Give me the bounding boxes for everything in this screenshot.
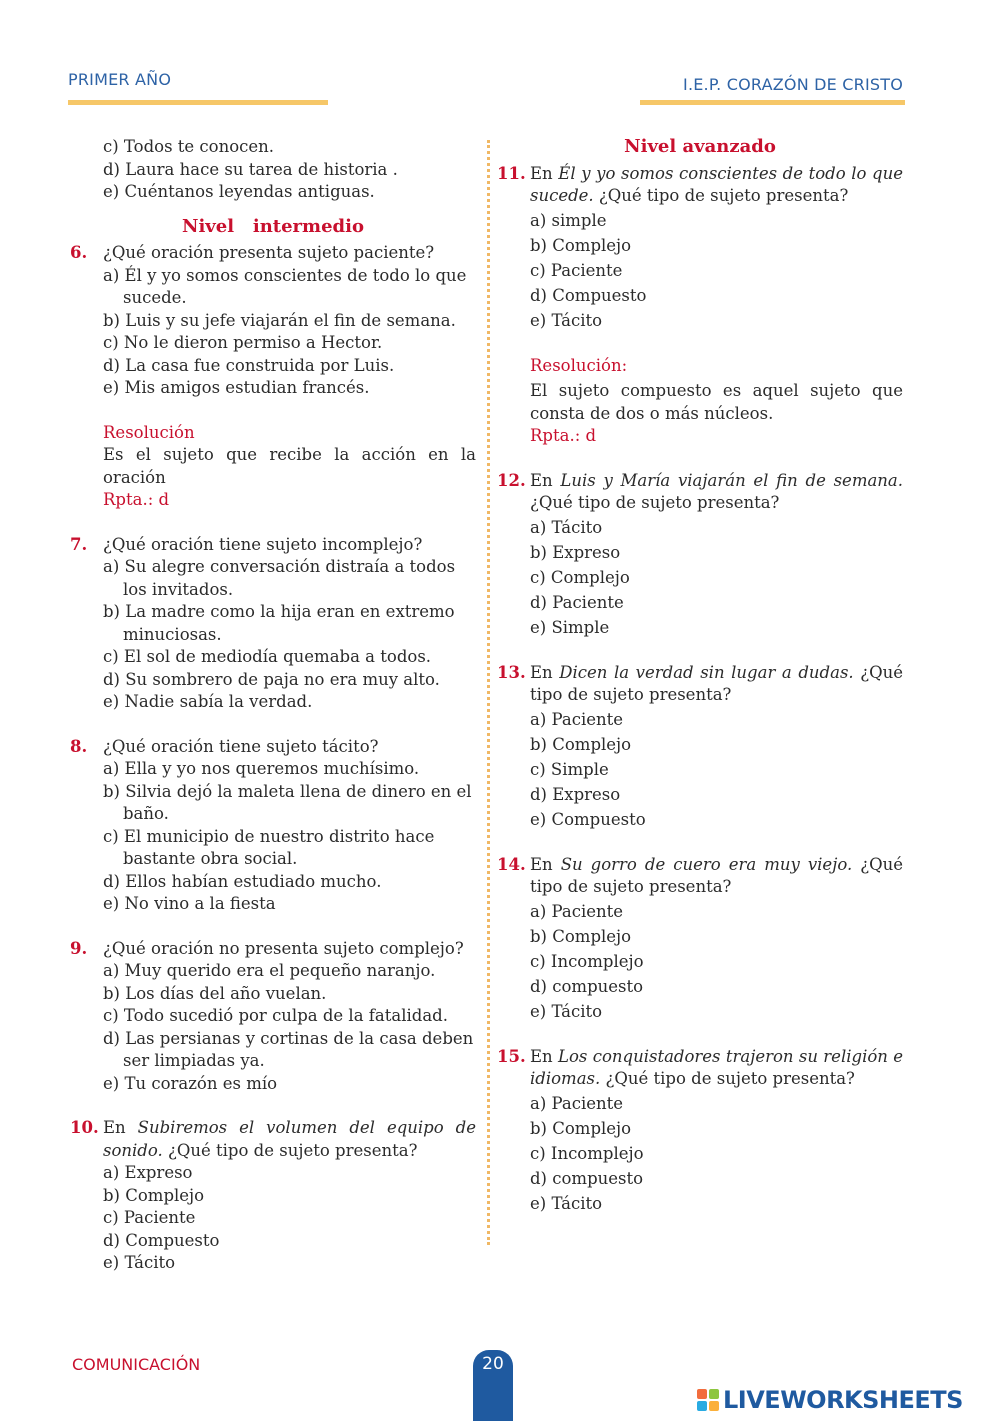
question-number: 14. (497, 854, 526, 874)
question-number: 11. (497, 163, 526, 183)
option: c) Paciente (103, 1208, 196, 1227)
option: c) Todo sucedió por culpa de la fatalidad. (103, 1006, 448, 1025)
option: e) No vino a la fiesta (103, 894, 276, 913)
question-text (103, 1117, 476, 1162)
option: a) simple (530, 210, 607, 230)
option: a) Muy querido era el pequeño naranjo. (103, 961, 436, 980)
question-text: ¿Qué oración no presenta sujeto complejo? (103, 938, 464, 958)
answer: Rpta.: d (530, 426, 597, 445)
question-sentence: Luis y María viajarán el fin de semana. (560, 470, 904, 490)
question-text (530, 1046, 903, 1091)
option: e) Mis amigos estudian francés. (103, 378, 370, 397)
intro-option: c) Todos te conocen. (103, 137, 275, 156)
option: a) Expreso (103, 1163, 193, 1182)
option: d) La casa fue construida por Luis. (103, 355, 395, 375)
option: a) Paciente (530, 709, 624, 729)
option: c) El sol de mediodía quemaba a todos. (103, 647, 432, 666)
question-number: 15. (497, 1046, 526, 1066)
liveworksheets-text: LIVEWORKSHEETS (723, 1386, 963, 1414)
question-14 (497, 854, 903, 899)
section-title-avanzado: Nivel avanzado (624, 136, 776, 157)
question-text (530, 470, 903, 515)
question-text: ¿Qué oración tiene sujeto tácito? (103, 736, 379, 756)
option: d) Paciente (530, 592, 624, 612)
question-number: 8. (70, 736, 88, 756)
question-sentence: Los conquistadores trajeron su religión e idiomas. (530, 1046, 903, 1088)
section-title-intermedio: Nivel intermedio (182, 215, 364, 237)
liveworksheets-brand[interactable] (697, 1386, 963, 1414)
liveworksheets-logo-icon (697, 1389, 719, 1411)
question-11 (497, 163, 903, 208)
question-15 (497, 1046, 903, 1091)
option: e) Nadie sabía la verdad. (103, 692, 313, 711)
question-sentence: Él y yo somos conscientes de todo lo que sucede. (530, 163, 904, 205)
option: c) Simple (530, 759, 609, 779)
option: d) Compuesto (530, 285, 647, 305)
question-6 (70, 242, 476, 265)
option: d) Compuesto (103, 1230, 220, 1250)
resolution-title: Resolución: (530, 355, 628, 375)
question-ask: ¿Qué tipo de sujeto presenta? (168, 1140, 418, 1160)
question-13 (497, 662, 903, 707)
option: a) Tácito (530, 517, 603, 537)
option: a) Él y yo somos conscientes de todo lo que sucede. (103, 265, 467, 307)
option: d) Expreso (530, 784, 621, 804)
question-ask: ¿Qué tipo de sujeto presenta? (605, 1069, 855, 1088)
question-9 (70, 938, 476, 961)
option: d) Ellos habían estudiado mucho. (103, 871, 382, 891)
question-prefix: En (103, 1118, 138, 1137)
question-text: ¿Qué oración presenta sujeto paciente? (103, 243, 435, 262)
option: c) Incomplejo (530, 951, 644, 971)
option: b) Silvia dejó la maleta llena de dinero en el baño. (103, 781, 472, 823)
resolution-text: El sujeto compuesto es aquel sujeto que consta de dos o más núcleos. (530, 381, 903, 423)
question-8 (70, 736, 476, 759)
question-10 (70, 1117, 476, 1162)
option: b) Expreso (530, 542, 621, 562)
option: a) Paciente (530, 1093, 624, 1113)
option: d) Las persianas y cortinas de la casa deben ser limpiadas ya. (103, 1028, 474, 1070)
right-column (497, 136, 903, 1216)
header-left-bar (68, 100, 328, 105)
option: b) Complejo (530, 734, 632, 754)
footer-subject: COMUNICACIÓN (72, 1355, 201, 1374)
option: d) Su sombrero de paja no era muy alto. (103, 669, 440, 689)
option: b) Los días del año vuelan. (103, 983, 327, 1003)
option: a) Ella y yo nos queremos muchísimo. (103, 759, 420, 778)
option: a) Paciente (530, 901, 624, 921)
option: d) compuesto (530, 976, 644, 996)
resolution-text: Es el sujeto que recibe la acción en la oración (103, 445, 476, 487)
question-sentence: Subiremos el volumen del equipo de sonido. (103, 1118, 476, 1160)
option: b) Luis y su jefe viajarán el fin de semana. (103, 310, 456, 330)
option: b) La madre como la hija eran en extremo minuciosas. (103, 602, 455, 644)
question-text: ¿Qué oración tiene sujeto incomplejo? (103, 534, 423, 554)
question-ask: ¿Qué tipo de sujeto presenta? (530, 493, 780, 512)
question-number: 6. (70, 243, 88, 262)
option: d) compuesto (530, 1168, 644, 1188)
option: e) Tácito (103, 1253, 176, 1272)
question-number: 13. (497, 662, 526, 682)
question-sentence: Dicen la verdad sin lugar a dudas. (559, 662, 854, 682)
option: e) Tácito (530, 310, 603, 330)
option: c) No le dieron permiso a Hector. (103, 333, 383, 352)
header-left-title: PRIMER AÑO (68, 70, 172, 89)
question-7 (70, 534, 476, 557)
question-12 (497, 470, 903, 515)
header-right-title: I.E.P. CORAZÓN DE CRISTO (683, 75, 903, 94)
question-prefix: En (530, 163, 559, 183)
question-number: 9. (70, 938, 88, 958)
intro-option: d) Laura hace su tarea de historia . (103, 159, 398, 179)
answer: Rpta.: d (103, 490, 170, 509)
option: e) Compuesto (530, 809, 646, 829)
question-text (530, 854, 903, 899)
option: c) El municipio de nuestro distrito hace bastante obra social. (103, 826, 435, 868)
option: e) Simple (530, 617, 610, 637)
header-right-bar (640, 100, 905, 105)
option: c) Paciente (530, 260, 623, 280)
column-divider (487, 140, 490, 1245)
question-ask: ¿Qué tipo de sujeto presenta? (598, 186, 849, 205)
question-ask: ¿Qué tipo de sujeto presenta? (530, 854, 904, 896)
question-number: 10. (70, 1118, 99, 1137)
option: b) Complejo (103, 1185, 205, 1205)
left-column (70, 136, 476, 1275)
question-number: 7. (70, 534, 88, 554)
option: b) Complejo (530, 926, 632, 946)
option: b) Complejo (530, 1118, 632, 1138)
option: c) Incomplejo (530, 1143, 644, 1163)
resolution-title: Resolución (103, 422, 195, 442)
intro-option: e) Cuéntanos leyendas antiguas. (103, 182, 375, 201)
question-text (530, 662, 903, 707)
question-sentence: Su gorro de cuero era muy viejo. (560, 854, 853, 874)
option: e) Tácito (530, 1001, 603, 1021)
option: e) Tu corazón es mío (103, 1073, 278, 1093)
question-prefix: En (530, 854, 561, 874)
option: b) Complejo (530, 235, 632, 255)
question-ask: ¿Qué tipo de sujeto presenta? (530, 662, 904, 704)
page-number: 20 (473, 1350, 513, 1421)
option: e) Tácito (530, 1193, 603, 1213)
question-prefix: En (530, 662, 560, 682)
option: c) Complejo (530, 567, 630, 587)
question-text (530, 163, 903, 208)
option: a) Su alegre conversación distraía a todos los invitados. (103, 557, 456, 599)
question-prefix: En (530, 1046, 559, 1066)
question-prefix: En (530, 470, 561, 490)
question-number: 12. (497, 470, 526, 490)
